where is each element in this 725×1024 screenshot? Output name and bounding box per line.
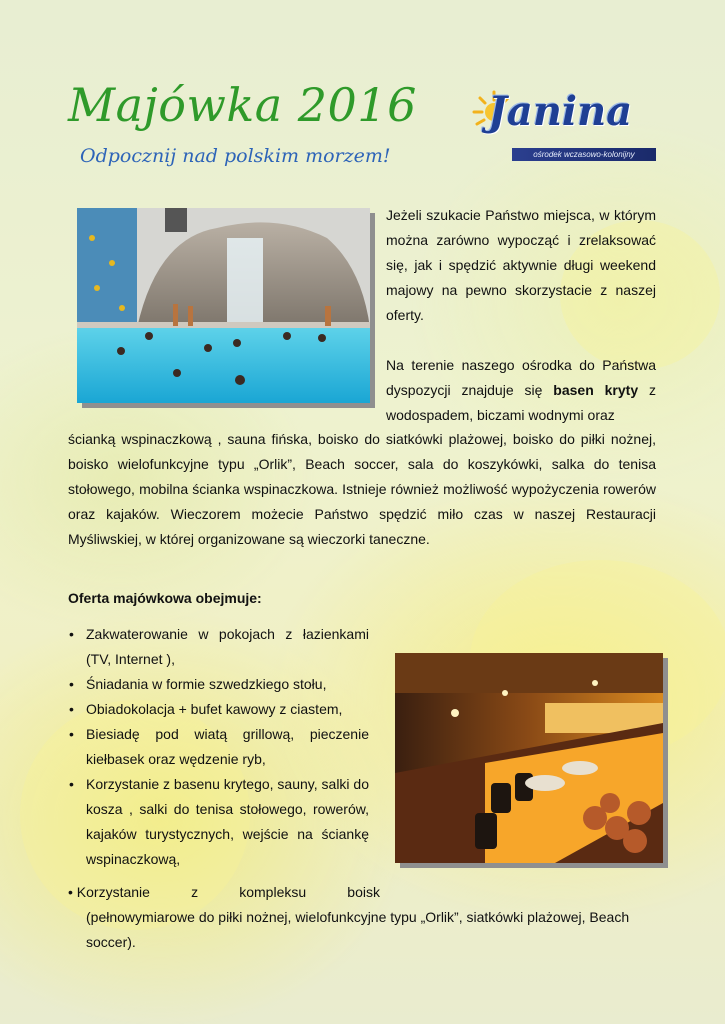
facilities-part1: Na terenie naszego ośrodka do Państwa dyspozycji znajduje się (386, 357, 656, 398)
last-item-word: boisk (347, 884, 380, 900)
facilities-paragraph-top (386, 353, 656, 428)
list-item: • Zakwaterowanie w pokojach z łazienkami (TV, Internet ), (86, 622, 369, 672)
offer-heading: Oferta majówkowa obejmuje: (68, 590, 262, 606)
list-item: • Śniadania w formie szwedzkiego stołu, (86, 672, 369, 697)
facilities-part2: z wodospadem, biczami wodnymi oraz (386, 382, 657, 423)
last-item-word: • Korzystanie (68, 884, 150, 900)
last-item-word: kompleksu (239, 884, 307, 900)
logo-tagline: ośrodek wczasowo-kolonijny (512, 148, 656, 161)
offer-list (86, 622, 369, 872)
facilities-paragraph-bottom: ścianką wspinaczkową , sauna fińska, boisko do siatkówki plażowej, boisko do piłki nożnej, boisko wielofunkcyjne typu „Orlik”, Beach soccer, sala do koszykówki, salka do tenisa stołowego, mobilna ścianka wspinaczkowa. Istnieje również możliwość wypożyczenia rowerów oraz kajaków. Wieczorem możecie Państwo spędzić miło czas w naszej Restauracji Myśliwskiej, w której organizowane są wieczorki taneczne. (68, 431, 656, 547)
list-item: • Biesiadę pod wiatą grillową, pieczenie kiełbasek oraz wędzenie ryb, (86, 722, 369, 772)
list-item: • Korzystanie z basenu krytego, sauny, salki do kosza , salki do tenisa stołowego, rowerów, kajaków turystycznych, wejście na ściankę wspinaczkową, (86, 772, 369, 872)
list-item: • Obiadokolacja + bufet kawowy z ciastem, (86, 697, 369, 722)
list-item-last (68, 880, 656, 955)
intro-paragraph: Jeżeli szukacie Państwo miejsca, w którym można zarówno wypocząć i zrelaksować się, jak i spędzić aktywnie długi weekend majowy na pewno skorzystacie z naszej oferty. (386, 207, 656, 323)
page-subtitle: Odpocznij nad polskim morzem! (80, 145, 391, 167)
indoor-pool-photo (77, 208, 370, 403)
logo-name: Janina (488, 88, 633, 135)
page-title: Majówka 2016 (68, 78, 417, 132)
janina-logo (468, 88, 658, 164)
buffet-photo (395, 653, 663, 863)
facilities-highlight: basen kryty (553, 382, 639, 398)
last-item-rest: (pełnowymiarowe do piłki nożnej, wielofunkcyjne typu „Orlik”, siatkówki plażowej, Beach soccer). (86, 909, 630, 950)
last-item-word: z (191, 884, 199, 900)
